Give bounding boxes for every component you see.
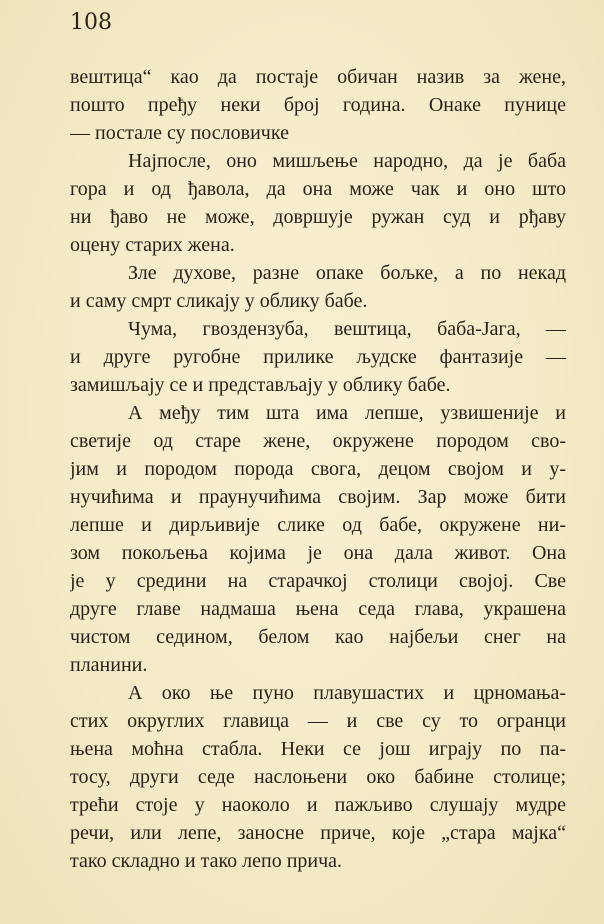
text-line: вештица“ као да постаје обичан назив за жене, <box>70 66 566 88</box>
text-line: њена моћна стабла. Неки се још играју по па- <box>70 738 566 760</box>
text-line: зом покољења којима је она дала живот. Она <box>70 542 566 564</box>
text-line: и саму смрт сликају у облику бабе. <box>70 290 368 312</box>
text-line: оцену старих жена. <box>70 234 235 256</box>
text-line: нучићима и праунучићима својим. Зар може бити <box>70 486 566 508</box>
text-line: лепше и дирљивије слике од бабе, окружене ни- <box>70 514 566 536</box>
text-line: планини. <box>70 654 148 676</box>
text-line: Зле духове, разне опаке бољке, а по некад <box>128 262 566 284</box>
text-line: је у средини на старачкој столици својој. Све <box>70 570 566 592</box>
text-line: ни ђаво не може, довршује ружан суд и рђаву <box>70 206 566 228</box>
text-line: замишљају се и представљају у облику бабе. <box>70 374 451 396</box>
text-line: гора и од ђавола, да она може чак и оно што <box>70 178 566 200</box>
text-line: и друге ругобне прилике људске фантазије — <box>70 346 566 368</box>
text-line: стих округлих главица — и све су то огранци <box>70 710 566 732</box>
text-line: Најпосле, оно мишљење народно, да је баба <box>128 150 566 172</box>
text-line: јим и породом порода свога, децом својом и у- <box>70 458 566 480</box>
text-line: пошто пређу неки број година. Онаке пунице <box>70 94 566 116</box>
page-number: 108 <box>70 10 112 35</box>
text-line: друге главе надмаша њена седа глава, украшена <box>70 598 566 620</box>
text-line: тако складно и тако лепо прича. <box>70 850 343 872</box>
text-line: Чума, гвоздензуба, вештица, баба-Јага, — <box>128 318 566 340</box>
text-line: тосу, други седе наслоњени око бабине столице; <box>70 766 566 788</box>
body-text <box>70 63 566 875</box>
text-line: светије од старе жене, окружене породом сво- <box>70 430 566 452</box>
text-line: трећи стоје у наоколо и пажљиво слушају мудре <box>70 794 566 816</box>
text-line: А међу тим шта има лепше, узвишеније и <box>128 402 566 424</box>
text-line: А око ње пуно плавушастих и црномања- <box>128 682 566 704</box>
text-line: — постале су пословичке <box>70 122 289 144</box>
text-line: чистом седином, белом као најбељи снег на <box>70 626 566 648</box>
text-line: речи, или лепе, заносне приче, које „стара мајка“ <box>70 822 566 844</box>
